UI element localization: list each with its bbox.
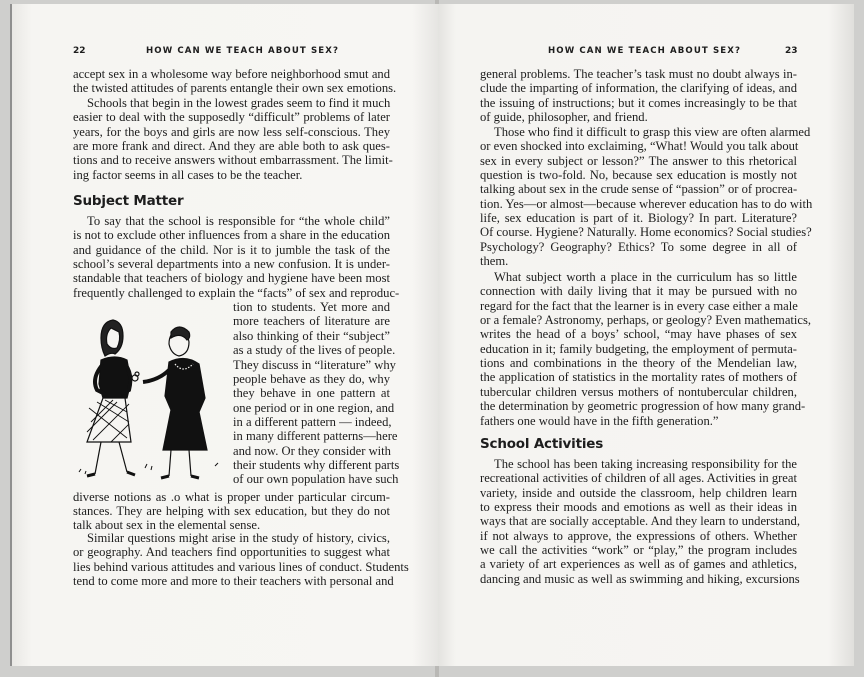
running-head-left: HOW CAN WE TEACH ABOUT SEX?	[146, 46, 340, 56]
text-line: connection with daily living that it may be pursued with no	[480, 284, 797, 299]
text-line: and now. Or they consider with	[233, 443, 391, 458]
text-line: as a study of the lives of people.	[233, 343, 396, 358]
running-head-right: HOW CAN WE TEACH ABOUT SEX?	[548, 46, 742, 56]
text-line: or a female? Astronomy, perhaps, or geology? Even mathematics,	[480, 313, 812, 328]
text-line: years, for the boys and girls are now less self-conscious. They	[73, 124, 390, 139]
text-line: They discuss in “literature” why	[233, 357, 396, 372]
text-line: sex in every subject or lesson?” The answer to this rhetorical	[480, 153, 797, 168]
text-line: are more frank and direct. And they are able both to ask ques-	[73, 139, 390, 154]
text-line: Psychology? Geography? Ethics? To some degree in all of	[480, 239, 797, 254]
text-line: more teachers of literature are	[233, 314, 390, 329]
text-line: What subject worth a place in the curriculum has so little	[494, 270, 797, 284]
text-line: easier to deal with the supposedly “difficult” problems of later	[73, 110, 390, 125]
page-number-right: 23	[785, 46, 798, 56]
text-line: to express their moods and emotions as well as their ideas in	[480, 500, 797, 515]
text-line: of our own population have such	[233, 472, 399, 487]
text-line: education in it; family budgeting, the employment of permuta-	[480, 341, 797, 356]
text-line: of guide, philosopher, and friend.	[480, 110, 648, 125]
text-line: standable that teachers of biology and hygiene have been most	[73, 271, 390, 286]
text-line: question is two-fold. No, because sex education is mostly not	[480, 168, 797, 183]
text-line: if not always to approve, the expressions of others. Whether	[480, 528, 797, 543]
text-line: recreational activities of children of all ages. Activities in great	[480, 471, 797, 486]
text-line: they behave in one pattern at	[233, 386, 390, 401]
illustration-two-women	[75, 312, 230, 482]
text-line: ways that are socially acceptable. And they learn to understand,	[480, 514, 800, 529]
text-line: school’s several departments into a new confusion. It is under-	[73, 257, 390, 272]
text-line: The school has been taking increasing responsibility for the	[494, 457, 797, 471]
young-woman-figure	[87, 320, 135, 476]
text-line: the twisted attitudes of parents entangle their own sex emotions.	[73, 81, 397, 96]
text-line: To say that the school is responsible for “the whole child”	[87, 214, 390, 228]
text-line: clude the imparting of information, the clarifying of ideas, and	[480, 81, 797, 96]
section-heading: School Activities	[480, 436, 604, 452]
page-number-left: 22	[73, 46, 86, 56]
text-line: frequently challenged to explain the “facts” of sex and reproduc-	[73, 285, 400, 300]
text-line: writes the head of a boys’ school, “may have phases of sex	[480, 327, 797, 342]
text-line: ing factor seems in all cases to be the teacher.	[73, 167, 303, 182]
text-line: life, sex education is part of it. Biology? In part. Literature?	[480, 211, 797, 226]
text-line: is not to exclude other influences from a share in the education	[73, 228, 390, 243]
text-line: in many different patterns—here	[233, 429, 398, 444]
text-line: tion to students. Yet more and	[233, 300, 390, 315]
text-line: their students why different parts	[233, 457, 400, 472]
text-line: fathers one would have in the fifth generation.”	[480, 413, 719, 428]
text-line: talking about sex in the crude sense of “passion” or of procrea-	[480, 182, 798, 197]
text-line: the application of statistics in the mortality rates of mothers of	[480, 370, 797, 385]
text-line: or geography. And teachers find opportunities to suggest what	[73, 545, 390, 560]
text-line: accept sex in a wholesome way before neighborhood smut and	[73, 67, 390, 81]
text-line: them.	[480, 254, 509, 269]
text-line: general problems. The teacher’s task must no doubt always in-	[480, 67, 797, 81]
older-woman-figure	[132, 327, 207, 478]
text-line: tubercular children versus mothers of nontubercular children,	[480, 384, 797, 399]
text-line: a variety of art experiences as well as of games and athletics,	[480, 557, 797, 572]
text-line: Similar questions might arise in the study of history, civics,	[87, 531, 390, 545]
text-line: Of course. Hygiene? Naturally. Home economics? Social studies?	[480, 225, 812, 240]
text-line: the determination by geometric progression of how many grand-	[480, 399, 806, 414]
text-line: the issuing of instructions; but it comes increasingly to be that	[480, 95, 797, 110]
text-line: tions and combinations in the theory of the Mendelian law,	[480, 356, 797, 371]
text-line: lies behind various attitudes and various lines of conduct. Students	[73, 559, 409, 574]
text-line: tend to come more and more to their teachers with personal and	[73, 574, 394, 589]
text-line: variety, inside and outside the classroom, help children learn	[480, 485, 797, 500]
text-line: talk about sex in the elemental sense.	[73, 518, 261, 533]
text-line: Those who find it difficult to grasp this view are often alarmed	[494, 125, 811, 139]
text-line: stances. They are helping with sex education, but they do not	[73, 504, 390, 518]
section-heading: Subject Matter	[73, 193, 184, 209]
text-line: people behave as they do, why	[233, 371, 390, 386]
text-line: we call the activities “work” or “play,” the program includes	[480, 543, 797, 558]
text-line: tions and to receive answers without embarrassment. The limit-	[73, 153, 393, 168]
text-line: also thinking of their “subject”	[233, 328, 390, 343]
text-line: in a different pattern — indeed,	[233, 414, 392, 429]
text-line: one period or in one region, and	[233, 400, 395, 415]
text-line: or even shocked into exclaiming, “What! Would you talk about	[480, 139, 799, 154]
text-line: regard for the fact that the learner is in every case either a male	[480, 298, 798, 313]
text-line: dancing and music as well as swimming and hiking, excursions	[480, 571, 800, 586]
text-line: diverse notions as .o what is proper under particular circum-	[73, 489, 390, 504]
text-line: and guidance of the child. Nor is it to jumble the task of the	[73, 242, 390, 257]
grass-marks	[79, 463, 218, 474]
text-line: Schools that begin in the lowest grades seem to find it much	[87, 96, 391, 110]
text-line: tion. Yes—or almost—because wherever education has to do with	[480, 196, 813, 211]
